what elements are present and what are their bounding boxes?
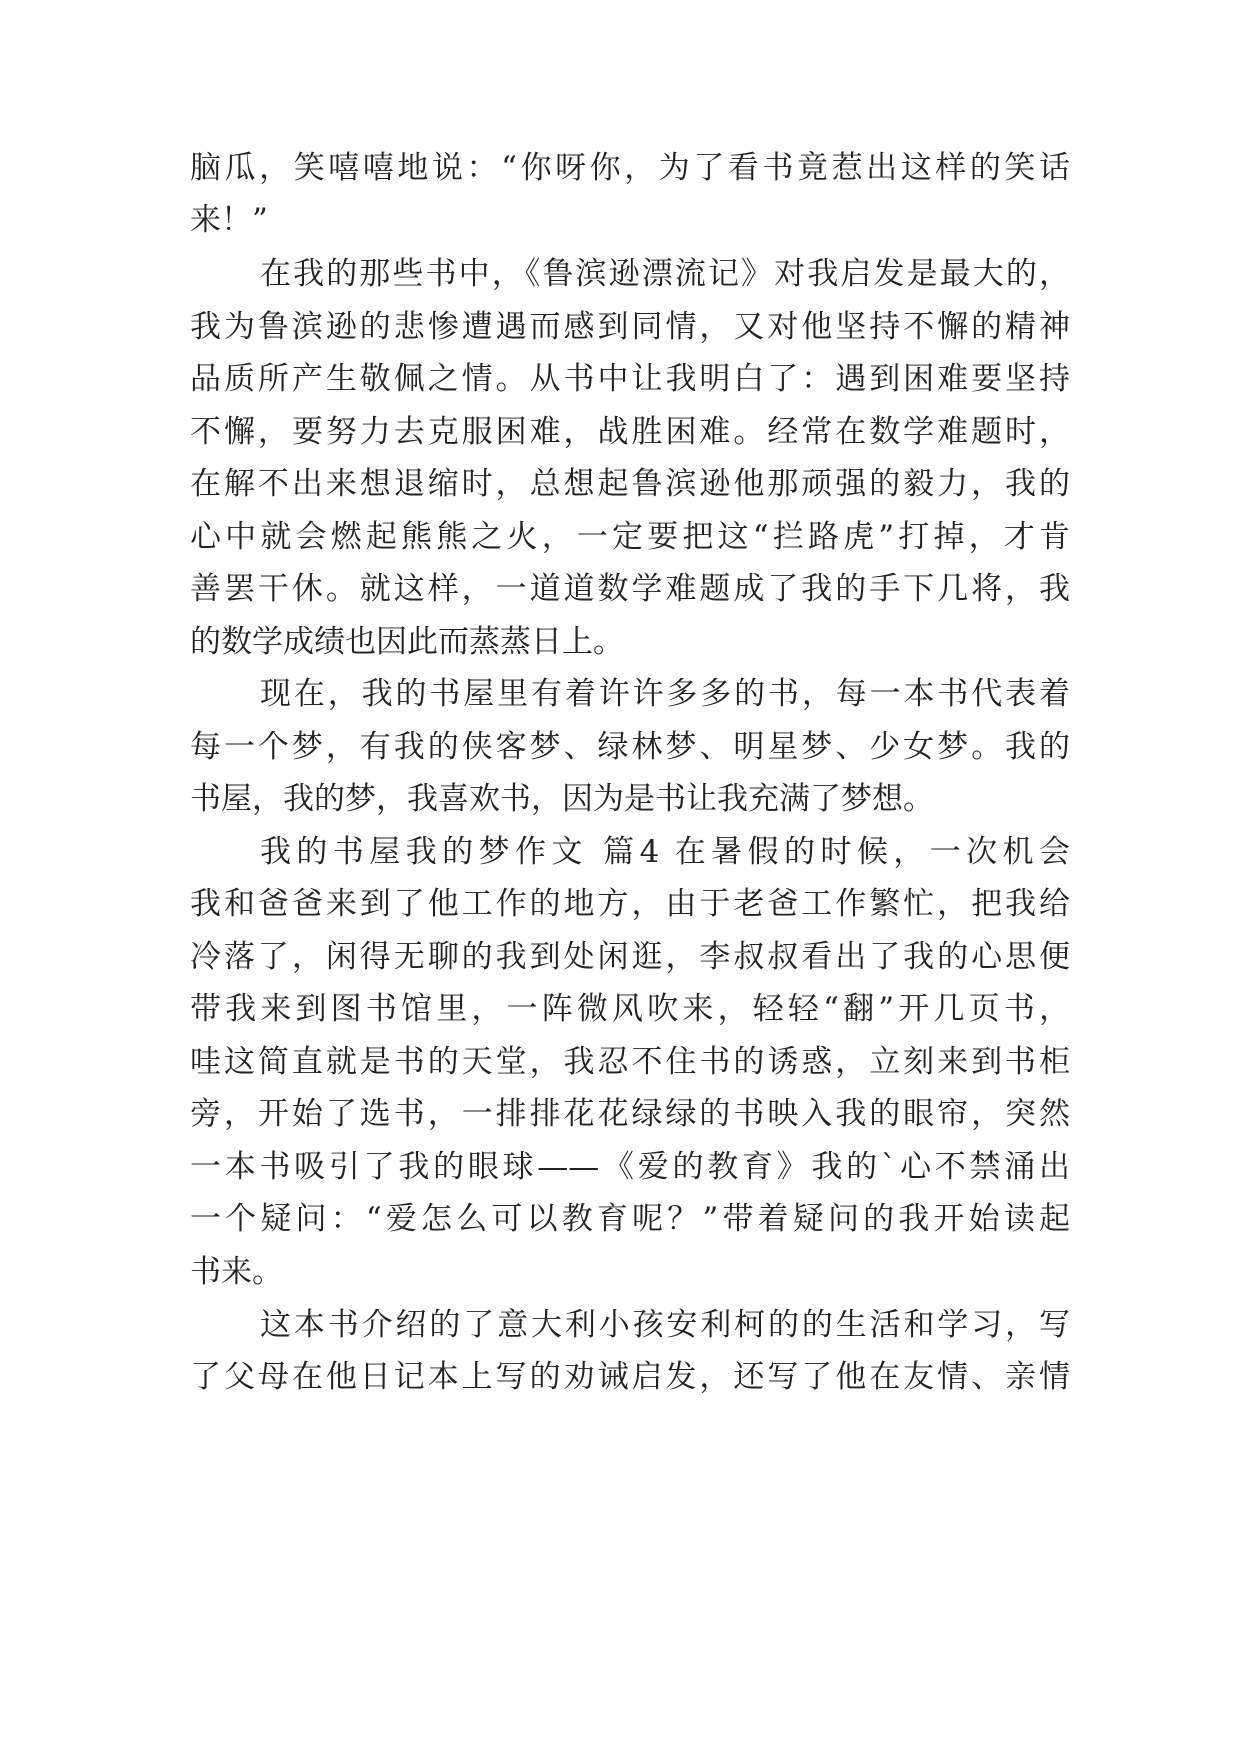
section-heading-line: 我的书屋我的梦作文 篇4 在暑假的时候，一次机会 bbox=[260, 834, 1070, 870]
text-line: 每一个梦，有我的侠客梦、绿林梦、明星梦、少女梦。我的 bbox=[190, 729, 1070, 765]
text-line: 来！” bbox=[190, 202, 268, 238]
paragraph-start-line: 在我的那些书中，《鲁滨逊漂流记》对我启发是最大的， bbox=[260, 256, 1070, 292]
text-line: 旁，开始了选书，一排排花花绿绿的书映入我的眼帘，突然 bbox=[190, 1096, 1070, 1132]
paragraph-start-line: 这本书介绍的了意大利小孩安利柯的的生活和学习，写 bbox=[260, 1307, 1070, 1343]
text-line: 书屋，我的梦，我喜欢书，因为是书让我充满了梦想。 bbox=[190, 781, 934, 817]
text-line: 在解不出来想退缩时，总想起鲁滨逊他那顽强的毅力，我的 bbox=[190, 466, 1070, 502]
text-line: 不懈，要努力去克服困难，战胜困难。经常在数学难题时， bbox=[190, 414, 1070, 450]
text-line: 书来。 bbox=[190, 1254, 283, 1290]
text-line: 心中就会燃起熊熊之火，一定要把这“拦路虎”打掉，才肯 bbox=[190, 519, 1070, 555]
text-line: 带我来到图书馆里，一阵微风吹来，轻轻“翻”开几页书， bbox=[190, 991, 1070, 1027]
text-line: 一本书吸引了我的眼球——《爱的教育》我的`心不禁涌出 bbox=[190, 1149, 1070, 1185]
text-line: 脑瓜，笑嘻嘻地说：“你呀你，为了看书竟惹出这样的笑话 bbox=[190, 150, 1070, 186]
text-line: 善罢干休。就这样，一道道数学难题成了我的手下几将，我 bbox=[190, 571, 1070, 607]
text-line: 我为鲁滨逊的悲惨遭遇而感到同情，又对他坚持不懈的精神 bbox=[190, 309, 1070, 345]
text-line: 冷落了，闲得无聊的我到处闲逛，李叔叔看出了我的心思便 bbox=[190, 939, 1070, 975]
text-line: 一个疑问：“爱怎么可以教育呢？”带着疑问的我开始读起 bbox=[190, 1201, 1070, 1237]
text-line: 品质所产生敬佩之情。从书中让我明白了：遇到困难要坚持 bbox=[190, 361, 1070, 397]
paragraph-start-line: 现在，我的书屋里有着许许多多的书，每一本书代表着 bbox=[260, 676, 1070, 712]
text-line: 的数学成绩也因此而蒸蒸日上。 bbox=[190, 624, 624, 660]
text-line: 我和爸爸来到了他工作的地方，由于老爸工作繁忙，把我给 bbox=[190, 886, 1070, 922]
text-line: 哇这简直就是书的天堂，我忍不住书的诱惑，立刻来到书柜 bbox=[190, 1044, 1070, 1080]
text-line: 了父母在他日记本上写的劝诫启发，还写了他在友情、亲情 bbox=[190, 1359, 1070, 1395]
